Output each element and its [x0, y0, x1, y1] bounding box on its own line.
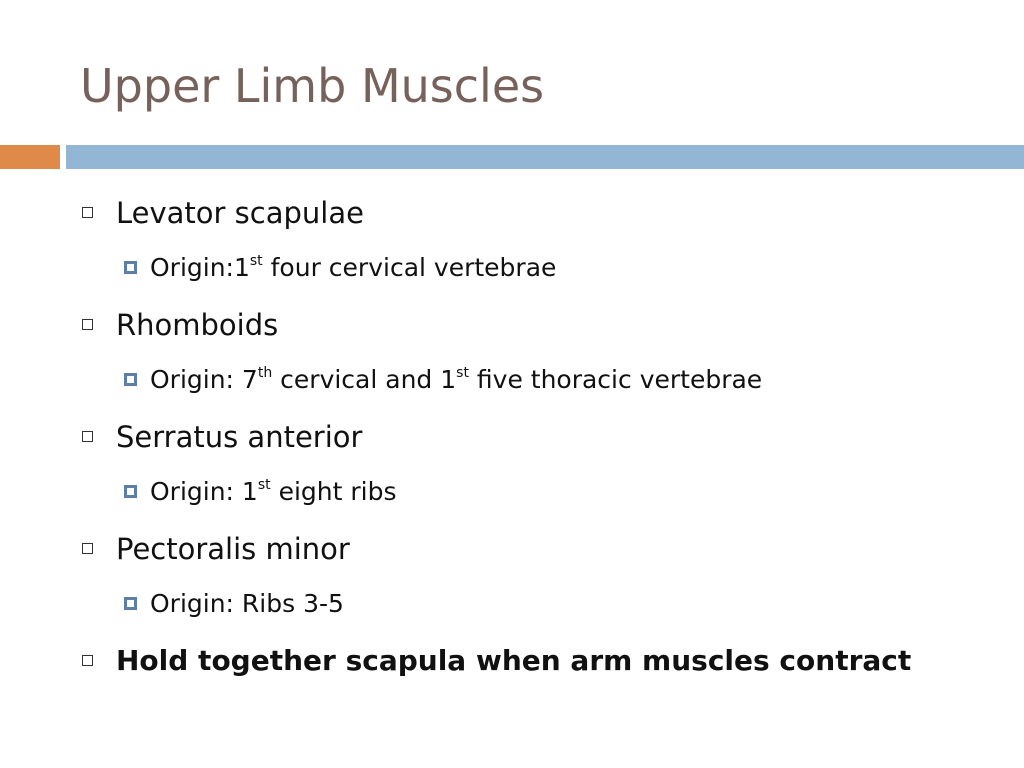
title-accent-bar-orange: [0, 145, 60, 169]
bullet-text: Rhomboids: [116, 308, 279, 342]
hollow-square-bullet-icon: [82, 431, 93, 442]
ordinal-suffix: st: [456, 365, 469, 381]
sub-bullet-levator-origin: [82, 250, 1012, 286]
ordinal-suffix: st: [257, 477, 271, 493]
bullet-rhomboids: [82, 306, 1012, 344]
sub-bullet-pectoralis-origin: [82, 586, 1012, 622]
title-accent-bar-blue: [66, 145, 1024, 169]
bullet-text: Pectoralis minor: [116, 532, 350, 566]
square-sub-bullet-icon: [124, 373, 137, 386]
hollow-square-bullet-icon: [82, 655, 93, 666]
bullet-pectoralis-minor: [82, 530, 1012, 568]
sub-bullet-prefix: Origin: 1: [150, 477, 258, 506]
square-sub-bullet-icon: [124, 261, 137, 274]
bullet-serratus-anterior: [82, 418, 1012, 456]
sub-bullet-rest: four cervical vertebrae: [262, 253, 557, 282]
sub-bullet-text: Origin: Ribs 3-5: [150, 589, 344, 618]
ordinal-suffix: st: [249, 253, 263, 269]
bullet-levator-scapulae: [82, 194, 1012, 232]
sub-bullet-serratus-origin: [82, 474, 1012, 510]
bullet-text: Levator scapulae: [116, 196, 364, 230]
sub-bullet-prefix: Origin:1: [150, 253, 250, 282]
sub-bullet-rest: five thoracic vertebrae: [468, 365, 763, 394]
bullet-list: [82, 194, 1012, 680]
sub-bullet-rest: eight ribs: [270, 477, 397, 506]
bullet-text: Hold together scapula when arm muscles contract: [116, 644, 912, 677]
sub-bullet-mid: cervical and 1: [272, 365, 457, 394]
hollow-square-bullet-icon: [82, 207, 93, 218]
square-sub-bullet-icon: [124, 597, 137, 610]
square-sub-bullet-icon: [124, 485, 137, 498]
bullet-summary: [82, 642, 1012, 680]
sub-bullet-prefix: Origin: 7: [150, 365, 258, 394]
sub-bullet-rhomboids-origin: [82, 362, 1012, 398]
slide-title: Upper Limb Muscles: [80, 59, 545, 113]
hollow-square-bullet-icon: [82, 543, 93, 554]
bullet-text: Serratus anterior: [116, 420, 363, 454]
ordinal-suffix: th: [257, 365, 273, 381]
hollow-square-bullet-icon: [82, 319, 93, 330]
